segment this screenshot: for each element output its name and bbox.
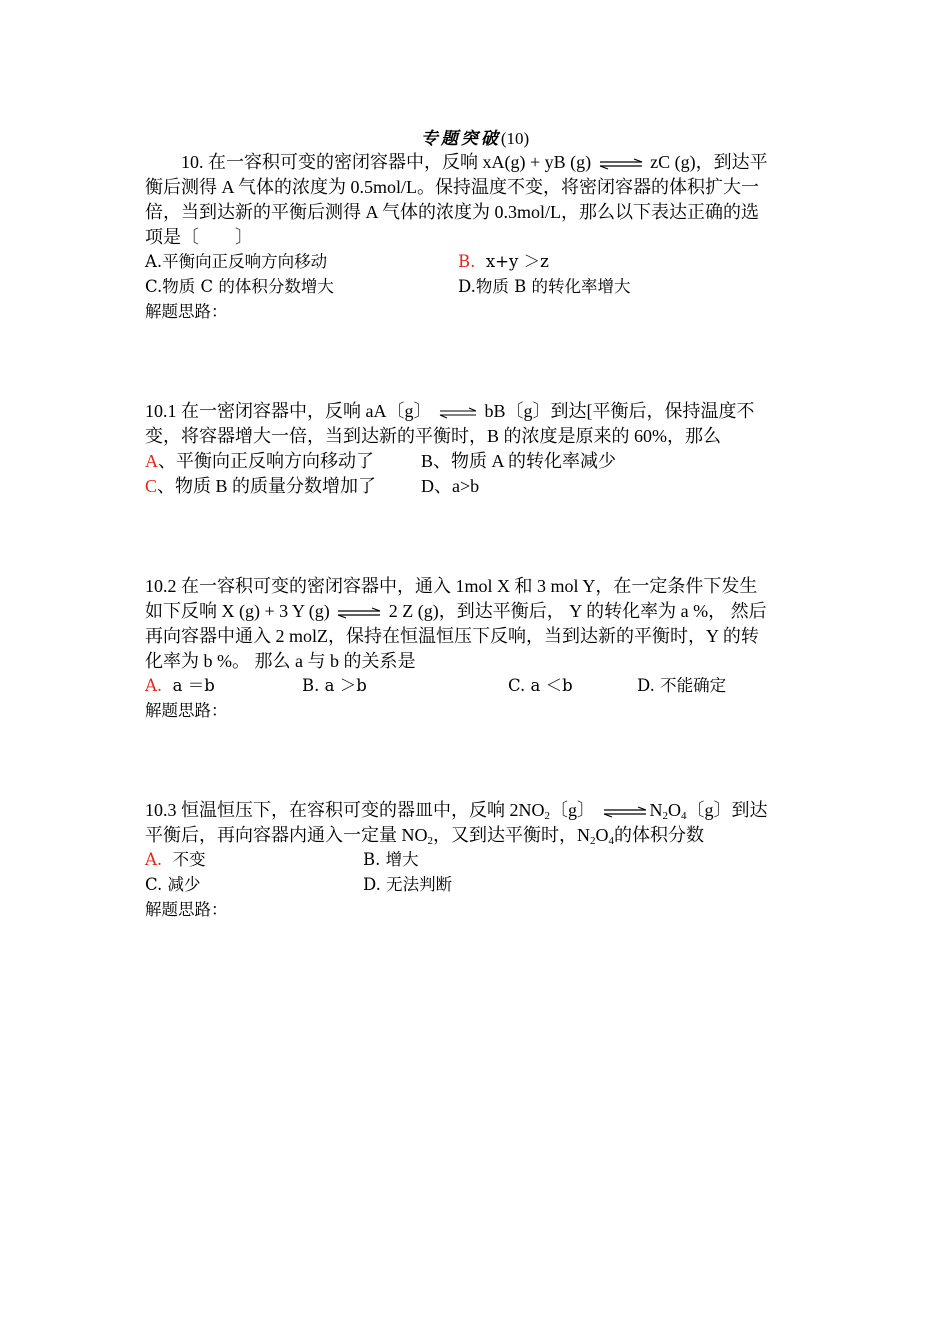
q10-option-a: A.平衡向正反响方向移动 [145,252,328,271]
q10-line-1a: 10. 在一容积可变的密闭容器中，反响 xA(g) + yB (g) [181,152,592,172]
q10-line-3: 倍，当到达新的平衡后测得 A 气体的浓度为 0.3mol/L，那么以下表达正确的选 [145,202,760,222]
q10-2-hint-label: 解题思路： [145,701,228,720]
q10-3-hint-label: 解题思路： [145,900,228,919]
q10-1-option-c-text: 、物质 B 的质量分数增加了 [157,476,377,496]
q10-option-d: D.物质 B 的转化率增大 [458,277,631,296]
q10-option-b-text: x+y ＞z [485,252,549,271]
q10-3-line-2c: 2 [590,835,596,847]
q10-line-2: 衡后测得 A 气体的浓度为 0.5mol/L。保持温度不变，将密闭容器的体积扩大一 [145,177,760,197]
q10-2-line-2 [145,599,767,623]
q10-3-option-a-text: 不变 [172,850,206,869]
q10-1-line-1a: 10.1 在一密闭容器中，反响 aA〔g〕 [145,401,432,421]
q10-3-line-1a: 10.3 恒温恒压下，在容积可变的器皿中，反响 2NO [145,800,545,820]
q10-1-option-a [145,449,374,473]
q10-3-option-a [145,848,206,872]
q10-option-b-letter: B. [458,252,476,271]
q10-2-line-1: 10.2 在一容积可变的密闭容器中，通入 1mol X 和 3 mol Y，在一定条件下发生 [145,576,758,596]
q10-1-option-a-letter: A [145,451,158,471]
q10-3-line-2b: ，又到达平衡时，N [433,825,590,845]
q10-2-option-a [145,674,215,698]
q10-1-line-1 [145,399,755,423]
q10-2-option-a-letter: A. [145,676,163,695]
equilibrium-arrow-icon [336,607,382,619]
q10-2-line-2b: 2 Z (g)，到达平衡后， Y 的转化率为 a %， 然后 [388,601,767,621]
q10-3-line-1c: N [649,800,663,820]
q10-line-1b: zC (g)，到达平 [650,152,768,172]
q10-2-option-b: B. a ＞b [302,676,367,695]
q10-1-option-c [145,474,376,498]
q10-1-line-2: 变，将容器增大一倍，当到达新的平衡时，B 的浓度是原来的 60%，那么 [145,426,721,446]
q10-3-line-2a: 平衡后，再向容器内通入一定量 NO [145,825,428,845]
equilibrium-arrow-icon [598,158,644,170]
q10-2-line-3: 再向容器中通入 2 molZ，保持在恒温恒压下反响，当到达新的平衡时，Y 的转 [145,626,759,646]
q10-3-line-1d: 2 [662,810,668,822]
q10-hint-label: 解题思路： [145,302,228,321]
q10-1-option-a-text: 、平衡向正反响方向移动了 [158,451,374,471]
q10-3-line-1 [145,798,768,822]
q10-3-option-d: D. 无法判断 [363,875,453,894]
q10-3-option-c: C. 减少 [145,875,201,894]
q10-1-line-1b: bB〔g〕到达[平衡后，保持温度不 [484,401,755,421]
q10-3-line-2 [145,823,704,847]
q10-2-option-c: C. a ＜b [508,676,573,695]
title-text: 专题突破 [420,129,501,149]
q10-1-option-c-letter: C [145,476,158,496]
q10-2-line-2a: 如下反响 X (g) + 3 Y (g) [145,601,330,621]
q10-3-line-2e: 4 [608,835,614,847]
title-number: (10) [500,129,530,148]
q10-3-line-1f: 4 [681,810,687,822]
q10-option-c: C.物质 C 的体积分数增大 [145,277,334,296]
equilibrium-arrow-icon [438,407,478,419]
page-title [0,124,950,149]
q10-2-option-d: D. 不能确定 [637,676,727,695]
q10-3-option-b: B. 增大 [363,850,419,869]
q10-3-line-1b: 〔g〕 [550,800,595,820]
q10-1-option-d: D、a>b [421,476,480,496]
q10-3-line-2-sub: 2 [427,835,433,847]
q10-3-line-2f: 的体积分数 [614,825,704,845]
q10-3-line-1-sub: 2 [544,810,550,822]
q10-3-line-2d: O [595,825,609,845]
equilibrium-arrow-icon [602,806,648,818]
q10-2-line-4: 化率为 b %。 那么 a 与 b 的关系是 [145,651,416,671]
q10-line-4: 项是〔 〕 [145,227,253,247]
q10-1-option-b: B、物质 A 的转化率减少 [421,451,617,471]
q10-3-line-1e: O [668,800,681,820]
q10-option-b [458,250,549,274]
q10-2-option-a-text: a ＝b [172,676,215,695]
q10-3-line-1g: 〔g〕到达 [686,800,768,820]
q10-line-1 [181,150,768,174]
q10-3-option-a-letter: A. [145,850,163,869]
